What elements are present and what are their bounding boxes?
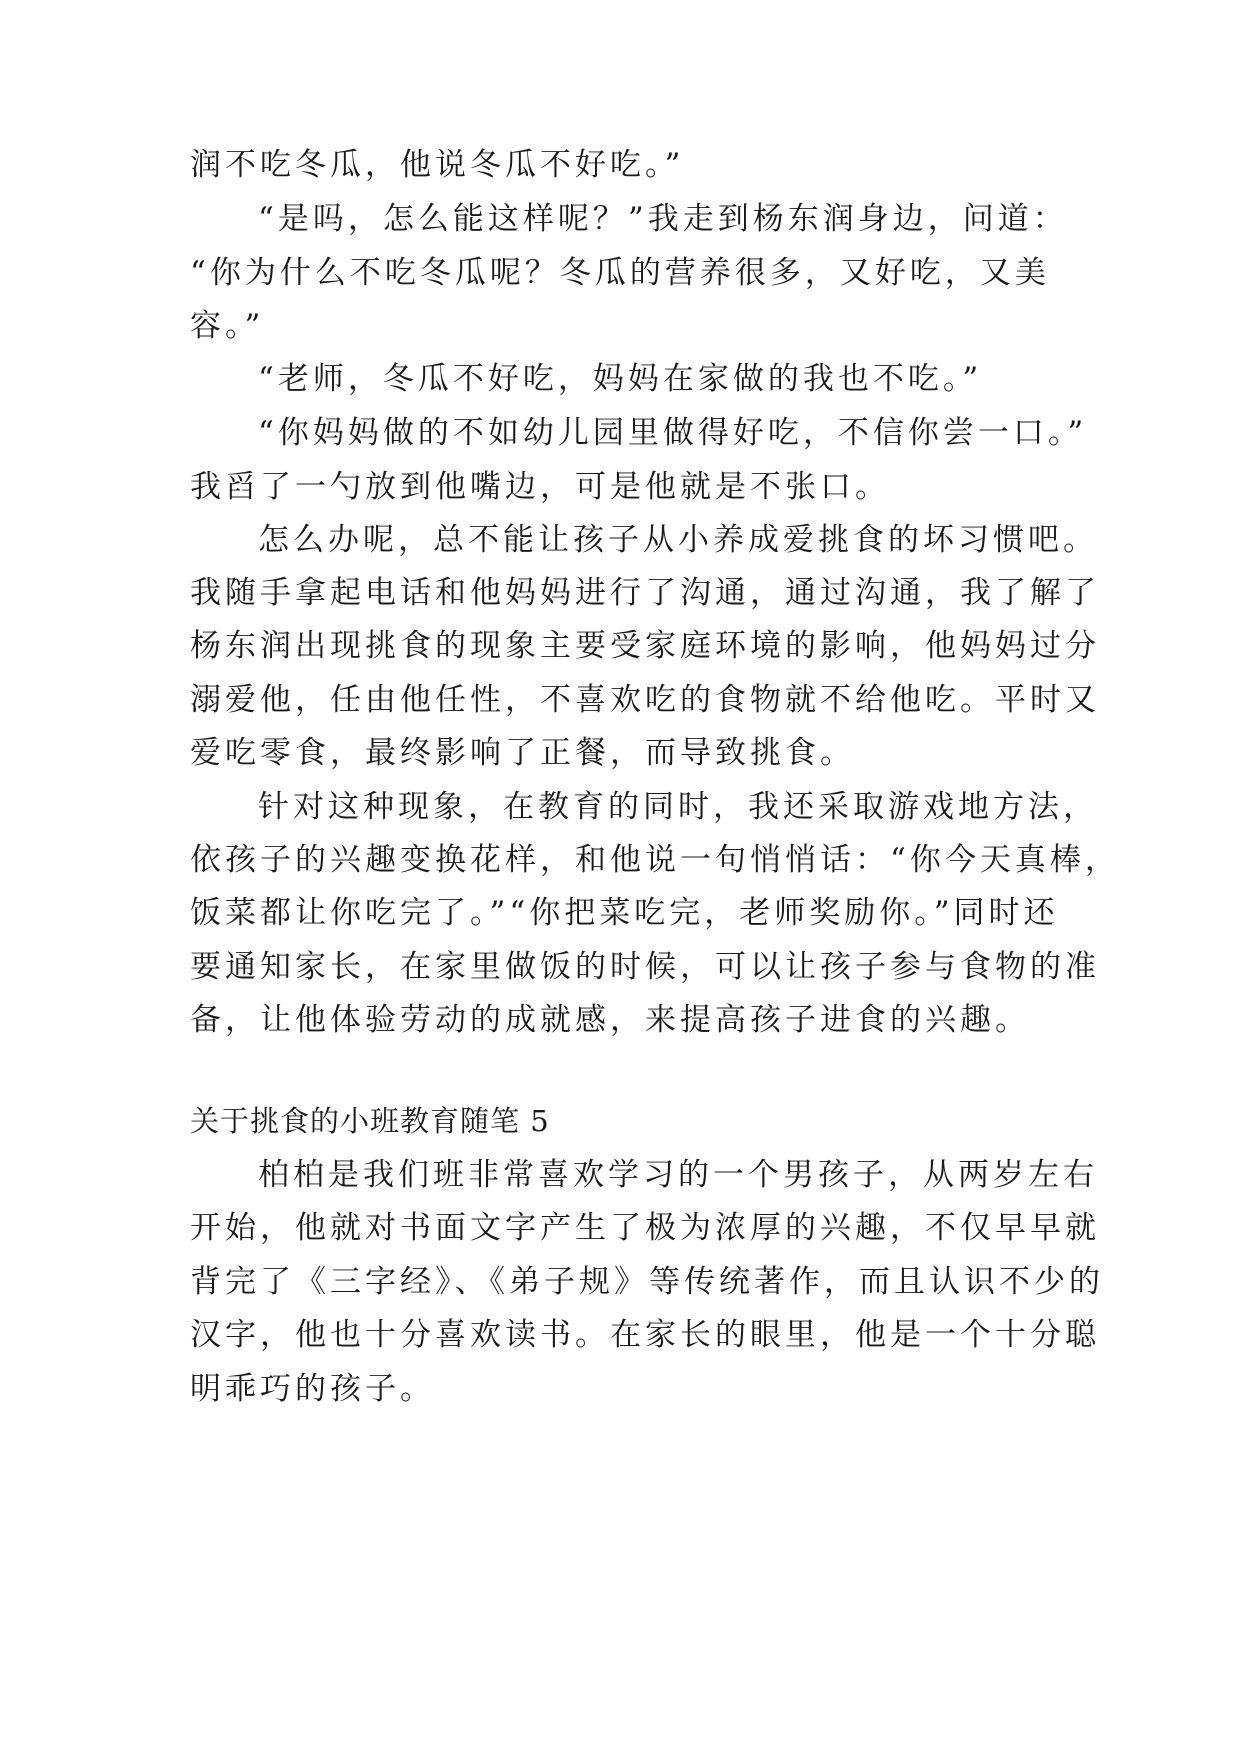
text-line: 要通知家长，在家里做饭的时候，可以让孩子参与食物的准	[190, 949, 1100, 985]
text-line: “是吗，怎么能这样呢？”我走到杨东润身边，问道：	[258, 201, 1068, 237]
text-line: 我舀了一勺放到他嘴边，可是他就是不张口。	[190, 469, 890, 505]
text-line: 爱吃零食，最终影响了正餐，而导致挑食。	[190, 735, 855, 771]
text-line: 我随手拿起电话和他妈妈进行了沟通，通过沟通，我了解了	[190, 575, 1100, 611]
text-line: 针对这种现象，在教育的同时，我还采取游戏地方法，	[258, 789, 1098, 825]
text-line: 明乖巧的孩子。	[190, 1371, 435, 1407]
text-line: “你为什么不吃冬瓜呢？冬瓜的营养很多，又好吃，又美	[190, 255, 1050, 291]
text-line: 背完了《三字经》、《弟子规》等传统著作，而且认识不少的	[190, 1264, 1104, 1300]
text-line: “你妈妈做的不如幼儿园里做得好吃，不信你尝一口。”	[258, 415, 1088, 451]
text-line: 汉字，他也十分喜欢读书。在家长的眼里，他是一个十分聪	[190, 1317, 1100, 1353]
text-line: 容。”	[190, 308, 265, 344]
text-line: 杨东润出现挑食的现象主要受家庭环境的影响，他妈妈过分	[190, 628, 1100, 664]
text-line: 依孩子的兴趣变换花样，和他说一句悄悄话：“你今天真棒，	[190, 842, 1120, 878]
text-line: 柏柏是我们班非常喜欢学习的一个男孩子，从两岁左右	[258, 1157, 1098, 1193]
section-title: 关于挑食的小班教育随笔 5	[190, 1104, 550, 1138]
text-line: 溺爱他，任由他任性，不喜欢吃的食物就不给他吃。平时又	[190, 682, 1100, 718]
text-line: 饭菜都让你吃完了。”“你把菜吃完，老师奖励你。”同时还	[190, 895, 1059, 931]
text-line: 备，让他体验劳动的成就感，来提高孩子进食的兴趣。	[190, 1002, 1030, 1038]
text-line: 润不吃冬瓜，他说冬瓜不好吃。”	[190, 147, 685, 183]
text-line: “老师，冬瓜不好吃，妈妈在家做的我也不吃。”	[258, 361, 983, 397]
text-line: 开始，他就对书面文字产生了极为浓厚的兴趣，不仅早早就	[190, 1210, 1100, 1246]
text-line: 怎么办呢，总不能让孩子从小养成爱挑食的坏习惯吧。	[258, 522, 1098, 558]
